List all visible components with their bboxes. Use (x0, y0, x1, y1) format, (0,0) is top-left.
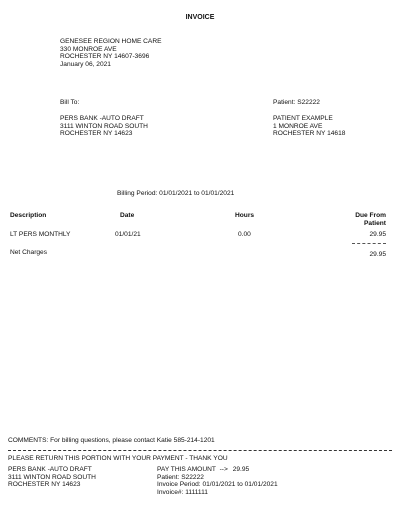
remit-payment-info (157, 466, 278, 496)
header-date: Date (120, 212, 135, 219)
net-charges-label: Net Charges (10, 249, 48, 256)
pay-amount: 29.95 (232, 466, 250, 473)
remit-street: 3111 WINTON ROAD SOUTH (8, 473, 96, 481)
bill-to-label: Bill To: (60, 99, 80, 106)
net-charges-value: 29.95 (369, 251, 386, 258)
bill-to-name: PERS BANK -AUTO DRAFT (60, 115, 144, 122)
remit-notice: PLEASE RETURN THIS PORTION WITH YOUR PAYMENT - THANK YOU (8, 455, 228, 462)
patient-street: 1 MONROE AVE (273, 122, 323, 130)
remit-city: ROCHESTER NY 14623 (8, 481, 81, 489)
sender-city: ROCHESTER NY 14607-3696 (60, 53, 150, 61)
invoice-date: January 06, 2021 (60, 60, 111, 68)
pay-label: PAY THIS AMOUNT (157, 466, 216, 473)
row-date: 01/01/21 (115, 231, 141, 238)
row-description: LT PERS MONTHLY (10, 231, 71, 238)
row-hours: 0.00 (238, 231, 251, 238)
header-due-from: Due From (355, 212, 386, 219)
comments: COMMENTS: For billing questions, please contact Katie 585-214-1201 (8, 437, 215, 444)
pay-amount-line (157, 466, 278, 474)
patient-name: PATIENT EXAMPLE (273, 115, 333, 122)
remit-patient: Patient: S22222 (157, 473, 204, 481)
sender-street: 330 MONROE AVE (60, 45, 117, 53)
header-description: Description (10, 212, 47, 219)
sender-address (60, 38, 162, 68)
bill-to-street: 3111 WINTON ROAD SOUTH (60, 122, 148, 130)
billing-period: Billing Period: 01/01/2021 to 01/01/2021 (117, 190, 235, 197)
tear-line (8, 450, 392, 451)
remit-period: Invoice Period: 01/01/2021 to 01/01/2021 (157, 481, 278, 489)
remit-address (8, 466, 96, 489)
remit-name: PERS BANK -AUTO DRAFT (8, 466, 92, 473)
header-patient: Patient (364, 220, 386, 227)
header-hours: Hours (235, 212, 255, 219)
total-divider (352, 243, 386, 244)
sender-name: GENESEE REGION HOME CARE (60, 38, 162, 45)
patient-address (273, 115, 345, 138)
patient-city: ROCHESTER NY 14618 (273, 130, 346, 138)
bill-to-city: ROCHESTER NY 14623 (60, 130, 133, 138)
pay-arrow: --> (219, 466, 228, 473)
bill-to-address (60, 115, 148, 138)
patient-label: Patient: (273, 99, 296, 106)
invoice-title: INVOICE (185, 14, 215, 21)
patient-id: S22222 (297, 99, 320, 106)
row-amount: 29.95 (369, 231, 386, 238)
patient-id-line (273, 99, 320, 107)
remit-invoice-number: Invoice#: 1111111 (157, 488, 208, 496)
